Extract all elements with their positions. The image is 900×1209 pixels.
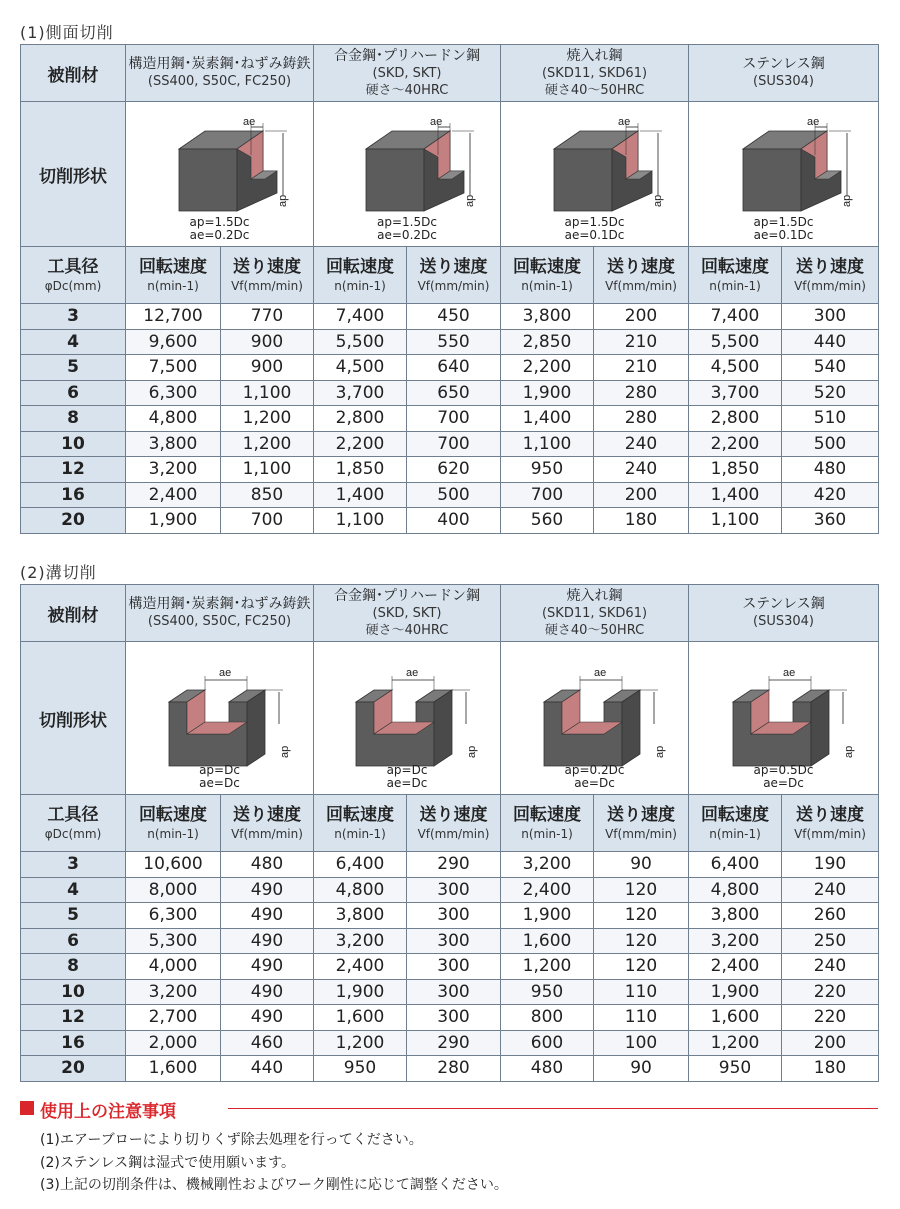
ap-label: ap xyxy=(276,194,289,207)
material-header-1: 合金鋼･プリハードン鋼 (SKD, SKT) 硬さ～40HRC xyxy=(314,585,501,642)
feed-header: 送り速度 Vf(mm/min) xyxy=(782,247,879,304)
spindle-speed-cell: 1,900 xyxy=(314,979,407,1005)
feed-rate-cell: 200 xyxy=(594,482,689,508)
spindle-speed-cell: 480 xyxy=(501,1056,594,1082)
spindle-speed-cell: 950 xyxy=(501,457,594,483)
feed-rate-cell: 620 xyxy=(407,457,501,483)
feed-rate-cell: 240 xyxy=(594,457,689,483)
feed-rate-cell: 120 xyxy=(594,954,689,980)
spindle-speed-cell: 1,600 xyxy=(501,928,594,954)
ap-label: ap xyxy=(651,194,664,207)
ap-label: ap xyxy=(464,194,476,207)
feed-rate-cell: 300 xyxy=(782,304,879,330)
feed-rate-cell: 240 xyxy=(594,431,689,457)
feed-rate-cell: 240 xyxy=(782,877,879,903)
feed-rate-cell: 900 xyxy=(221,355,314,381)
ap-label: ap xyxy=(653,745,666,758)
feed-rate-cell: 490 xyxy=(221,928,314,954)
feed-rate-cell: 280 xyxy=(594,380,689,406)
feed-rate-cell: 120 xyxy=(594,877,689,903)
material-header-0: 構造用鋼･炭素鋼･ねずみ鋳鉄 (SS400, S50C, FC250) xyxy=(126,585,314,642)
table-row xyxy=(21,406,879,432)
material-header-3: ステンレス鋼 (SUS304) xyxy=(689,45,879,102)
feed-rate-cell: 850 xyxy=(221,482,314,508)
ae-label: ae xyxy=(218,667,231,679)
block-front-face xyxy=(179,149,237,211)
feed-rate-cell: 290 xyxy=(407,852,501,878)
feed-rate-cell: 90 xyxy=(594,852,689,878)
spindle-speed-cell: 2,200 xyxy=(314,431,407,457)
spindle-speed-cell: 4,000 xyxy=(126,954,221,980)
feed-header: 送り速度 Vf(mm/min) xyxy=(221,795,314,852)
tool-diameter-cell: 10 xyxy=(21,979,126,1005)
ap-label: ap xyxy=(466,745,478,758)
feed-rate-cell: 210 xyxy=(594,329,689,355)
ap-label: ap xyxy=(842,745,855,758)
feed-rate-cell: 400 xyxy=(407,508,501,534)
table-row xyxy=(21,852,879,878)
feed-rate-cell: 220 xyxy=(782,979,879,1005)
spindle-speed-cell: 1,850 xyxy=(314,457,407,483)
tool-diameter-cell: 4 xyxy=(21,877,126,903)
feed-rate-cell: 1,200 xyxy=(221,431,314,457)
ae-label: ae xyxy=(430,119,443,128)
speed-header: 回転速度 n(min-1) xyxy=(689,795,782,852)
shape-label: 切削形状 xyxy=(21,642,126,795)
spindle-speed-cell: 9,600 xyxy=(126,329,221,355)
material-header-0: 構造用鋼･炭素鋼･ねずみ鋳鉄 (SS400, S50C, FC250) xyxy=(126,45,314,102)
dia-header: 工具径 φDc(mm) xyxy=(21,795,126,852)
spindle-speed-cell: 1,400 xyxy=(314,482,407,508)
feed-rate-cell: 650 xyxy=(407,380,501,406)
side-cut-diagram-2: ae ap ap=1.5Dc ae=0.1Dc xyxy=(501,102,689,247)
feed-rate-cell: 480 xyxy=(782,457,879,483)
side-cut-diagram-0: ae ap ap=1.5Dc ae=0.2Dc xyxy=(126,102,314,247)
feed-rate-cell: 200 xyxy=(782,1030,879,1056)
table-row xyxy=(21,1056,879,1082)
slot-cut-diagram-1: ae ap ap=Dc ae=Dc xyxy=(314,642,501,795)
feed-rate-cell: 220 xyxy=(782,1005,879,1031)
side-cut-diagram-1: ae ap ap=1.5Dc ae=0.2Dc xyxy=(314,102,501,247)
spindle-speed-cell: 3,800 xyxy=(501,304,594,330)
spindle-speed-cell: 3,800 xyxy=(126,431,221,457)
spindle-speed-cell: 3,200 xyxy=(501,852,594,878)
feed-rate-cell: 500 xyxy=(407,482,501,508)
feed-rate-cell: 360 xyxy=(782,508,879,534)
spindle-speed-cell: 5,500 xyxy=(689,329,782,355)
spindle-speed-cell: 2,850 xyxy=(501,329,594,355)
material-label: 被削材 xyxy=(21,585,126,642)
side-cut-diagram-3: ae ap ap=1.5Dc ae=0.1Dc xyxy=(689,102,879,247)
spindle-speed-cell: 8,000 xyxy=(126,877,221,903)
table-row xyxy=(21,380,879,406)
spindle-speed-cell: 2,400 xyxy=(126,482,221,508)
table-row xyxy=(21,329,879,355)
spindle-speed-cell: 1,900 xyxy=(501,903,594,929)
notes-heading xyxy=(20,1097,878,1122)
slot-cut-diagram-0: ae ap ap=Dc ae=Dc xyxy=(126,642,314,795)
spindle-speed-cell: 1,100 xyxy=(314,508,407,534)
feed-rate-cell: 260 xyxy=(782,903,879,929)
slot-cut-diagram-2: ae ap ap=0.2Dc ae=Dc xyxy=(501,642,689,795)
feed-rate-cell: 120 xyxy=(594,928,689,954)
slot-cutting-table xyxy=(20,584,879,1082)
material-label: 被削材 xyxy=(21,45,126,102)
feed-rate-cell: 180 xyxy=(594,508,689,534)
feed-rate-cell: 300 xyxy=(407,1005,501,1031)
table-row xyxy=(21,457,879,483)
speed-header: 回転速度 n(min-1) xyxy=(314,247,407,304)
spindle-speed-cell: 3,800 xyxy=(689,903,782,929)
speed-header: 回転速度 n(min-1) xyxy=(126,247,221,304)
tool-diameter-cell: 12 xyxy=(21,1005,126,1031)
feed-rate-cell: 440 xyxy=(782,329,879,355)
tool-diameter-cell: 4 xyxy=(21,329,126,355)
notes-divider xyxy=(228,1108,878,1109)
spindle-speed-cell: 2,800 xyxy=(314,406,407,432)
spindle-speed-cell: 7,400 xyxy=(314,304,407,330)
table-row xyxy=(21,903,879,929)
speed-header: 回転速度 n(min-1) xyxy=(689,247,782,304)
feed-rate-cell: 250 xyxy=(782,928,879,954)
notes-title: 使用上の注意事項 xyxy=(40,1102,176,1122)
block-side-face xyxy=(434,690,452,766)
spindle-speed-cell: 600 xyxy=(501,1030,594,1056)
tool-diameter-cell: 3 xyxy=(21,304,126,330)
ap-label: ap xyxy=(840,194,853,207)
slot-cut-diagram-3: ae ap ap=0.5Dc ae=Dc xyxy=(689,642,879,795)
table-row xyxy=(21,482,879,508)
spindle-speed-cell: 2,200 xyxy=(501,355,594,381)
slot-cutting-rows xyxy=(21,852,879,1082)
feed-header: 送り速度 Vf(mm/min) xyxy=(782,795,879,852)
feed-rate-cell: 1,100 xyxy=(221,380,314,406)
spindle-speed-cell: 3,700 xyxy=(689,380,782,406)
spindle-speed-cell: 2,400 xyxy=(314,954,407,980)
tool-diameter-cell: 20 xyxy=(21,508,126,534)
spindle-speed-cell: 1,850 xyxy=(689,457,782,483)
feed-rate-cell: 1,200 xyxy=(221,406,314,432)
spindle-speed-cell: 6,400 xyxy=(689,852,782,878)
block-front-face xyxy=(554,149,612,211)
spindle-speed-cell: 2,000 xyxy=(126,1030,221,1056)
feed-rate-cell: 100 xyxy=(594,1030,689,1056)
spindle-speed-cell: 5,500 xyxy=(314,329,407,355)
feed-rate-cell: 300 xyxy=(407,903,501,929)
spindle-speed-cell: 1,400 xyxy=(501,406,594,432)
material-header-3: ステンレス鋼 (SUS304) xyxy=(689,585,879,642)
feed-rate-cell: 420 xyxy=(782,482,879,508)
spindle-speed-cell: 4,800 xyxy=(689,877,782,903)
speed-header: 回転速度 n(min-1) xyxy=(126,795,221,852)
feed-header: 送り速度 Vf(mm/min) xyxy=(594,795,689,852)
table-row xyxy=(21,954,879,980)
tool-diameter-cell: 16 xyxy=(21,482,126,508)
feed-rate-cell: 190 xyxy=(782,852,879,878)
spindle-speed-cell: 3,200 xyxy=(126,979,221,1005)
feed-rate-cell: 770 xyxy=(221,304,314,330)
tool-diameter-cell: 8 xyxy=(21,954,126,980)
spindle-speed-cell: 800 xyxy=(501,1005,594,1031)
feed-rate-cell: 280 xyxy=(407,1056,501,1082)
speed-header: 回転速度 n(min-1) xyxy=(501,795,594,852)
feed-rate-cell: 460 xyxy=(221,1030,314,1056)
table-row xyxy=(21,979,879,1005)
feed-rate-cell: 180 xyxy=(782,1056,879,1082)
feed-rate-cell: 450 xyxy=(407,304,501,330)
feed-rate-cell: 90 xyxy=(594,1056,689,1082)
ae-label: ae xyxy=(782,667,795,679)
spindle-speed-cell: 10,600 xyxy=(126,852,221,878)
table-row xyxy=(21,355,879,381)
spindle-speed-cell: 6,300 xyxy=(126,903,221,929)
feed-rate-cell: 640 xyxy=(407,355,501,381)
feed-rate-cell: 480 xyxy=(221,852,314,878)
feed-header: 送り速度 Vf(mm/min) xyxy=(221,247,314,304)
table-row xyxy=(21,1030,879,1056)
feed-rate-cell: 300 xyxy=(407,877,501,903)
feed-rate-cell: 290 xyxy=(407,1030,501,1056)
table-row xyxy=(21,508,879,534)
side-cutting-table xyxy=(20,44,879,534)
spindle-speed-cell: 950 xyxy=(501,979,594,1005)
table-row xyxy=(21,304,879,330)
feed-rate-cell: 490 xyxy=(221,979,314,1005)
feed-rate-cell: 520 xyxy=(782,380,879,406)
feed-rate-cell: 110 xyxy=(594,1005,689,1031)
shape-label: 切削形状 xyxy=(21,102,126,247)
spindle-speed-cell: 6,300 xyxy=(126,380,221,406)
spindle-speed-cell: 1,600 xyxy=(314,1005,407,1031)
spindle-speed-cell: 950 xyxy=(314,1056,407,1082)
feed-rate-cell: 120 xyxy=(594,903,689,929)
feed-rate-cell: 700 xyxy=(407,406,501,432)
note-item: (1)エアーブローにより切りくず除去処理を行ってください。 xyxy=(40,1132,423,1148)
spindle-speed-cell: 1,100 xyxy=(689,508,782,534)
feed-rate-cell: 300 xyxy=(407,954,501,980)
spindle-speed-cell: 700 xyxy=(501,482,594,508)
speed-header: 回転速度 n(min-1) xyxy=(314,795,407,852)
notes-marker xyxy=(20,1101,34,1115)
block-front-face xyxy=(366,149,424,211)
feed-rate-cell: 240 xyxy=(782,954,879,980)
spindle-speed-cell: 7,500 xyxy=(126,355,221,381)
ae-label: ae xyxy=(242,119,255,128)
spindle-speed-cell: 1,200 xyxy=(314,1030,407,1056)
feed-rate-cell: 440 xyxy=(221,1056,314,1082)
tool-diameter-cell: 20 xyxy=(21,1056,126,1082)
feed-rate-cell: 540 xyxy=(782,355,879,381)
spindle-speed-cell: 1,400 xyxy=(689,482,782,508)
tool-diameter-cell: 10 xyxy=(21,431,126,457)
feed-rate-cell: 700 xyxy=(407,431,501,457)
ae-label: ae xyxy=(406,667,419,679)
feed-rate-cell: 490 xyxy=(221,954,314,980)
ae-label: ae xyxy=(806,119,819,128)
spindle-speed-cell: 3,200 xyxy=(126,457,221,483)
tool-diameter-cell: 6 xyxy=(21,928,126,954)
spindle-speed-cell: 2,400 xyxy=(689,954,782,980)
spindle-speed-cell: 7,400 xyxy=(689,304,782,330)
feed-rate-cell: 550 xyxy=(407,329,501,355)
spindle-speed-cell: 1,100 xyxy=(501,431,594,457)
feed-header: 送り速度 Vf(mm/min) xyxy=(594,247,689,304)
block-side-face xyxy=(247,690,265,766)
feed-rate-cell: 510 xyxy=(782,406,879,432)
spindle-speed-cell: 2,400 xyxy=(501,877,594,903)
feed-rate-cell: 300 xyxy=(407,979,501,1005)
feed-rate-cell: 210 xyxy=(594,355,689,381)
spindle-speed-cell: 1,600 xyxy=(689,1005,782,1031)
note-item: (2)ステンレス鋼は湿式で使用願います。 xyxy=(40,1155,295,1171)
tool-diameter-cell: 3 xyxy=(21,852,126,878)
feed-rate-cell: 490 xyxy=(221,1005,314,1031)
block-side-face xyxy=(811,690,829,766)
feed-rate-cell: 110 xyxy=(594,979,689,1005)
side-cutting-rows xyxy=(21,304,879,534)
tool-diameter-cell: 5 xyxy=(21,355,126,381)
spindle-speed-cell: 950 xyxy=(689,1056,782,1082)
block-side-face xyxy=(622,690,640,766)
tool-diameter-cell: 16 xyxy=(21,1030,126,1056)
block-front-face xyxy=(743,149,801,211)
spindle-speed-cell: 1,900 xyxy=(689,979,782,1005)
tool-diameter-cell: 5 xyxy=(21,903,126,929)
spindle-speed-cell: 1,200 xyxy=(689,1030,782,1056)
spindle-speed-cell: 1,200 xyxy=(501,954,594,980)
feed-rate-cell: 300 xyxy=(407,928,501,954)
note-item: (3)上記の切削条件は、機械剛性およびワーク剛性に応じて調整ください。 xyxy=(40,1177,508,1193)
ae-label: ae xyxy=(617,119,630,128)
spindle-speed-cell: 2,700 xyxy=(126,1005,221,1031)
table-row xyxy=(21,928,879,954)
spindle-speed-cell: 4,800 xyxy=(126,406,221,432)
spindle-speed-cell: 12,700 xyxy=(126,304,221,330)
ae-label: ae xyxy=(593,667,606,679)
spindle-speed-cell: 4,800 xyxy=(314,877,407,903)
spindle-speed-cell: 4,500 xyxy=(314,355,407,381)
spindle-speed-cell: 3,700 xyxy=(314,380,407,406)
feed-header: 送り速度 Vf(mm/min) xyxy=(407,795,501,852)
table-row xyxy=(21,431,879,457)
spindle-speed-cell: 1,900 xyxy=(126,508,221,534)
feed-header: 送り速度 Vf(mm/min) xyxy=(407,247,501,304)
section1-title: (1)側面切削 xyxy=(20,23,114,42)
tool-diameter-cell: 12 xyxy=(21,457,126,483)
material-header-2: 焼入れ鋼 (SKD11, SKD61) 硬さ40～50HRC xyxy=(501,585,689,642)
material-header-2: 焼入れ鋼 (SKD11, SKD61) 硬さ40～50HRC xyxy=(501,45,689,102)
spindle-speed-cell: 2,800 xyxy=(689,406,782,432)
speed-header: 回転速度 n(min-1) xyxy=(501,247,594,304)
spindle-speed-cell: 3,800 xyxy=(314,903,407,929)
spindle-speed-cell: 560 xyxy=(501,508,594,534)
spindle-speed-cell: 1,900 xyxy=(501,380,594,406)
feed-rate-cell: 1,100 xyxy=(221,457,314,483)
spindle-speed-cell: 4,500 xyxy=(689,355,782,381)
dia-header: 工具径 φDc(mm) xyxy=(21,247,126,304)
tool-diameter-cell: 6 xyxy=(21,380,126,406)
tool-diameter-cell: 8 xyxy=(21,406,126,432)
feed-rate-cell: 900 xyxy=(221,329,314,355)
feed-rate-cell: 490 xyxy=(221,877,314,903)
spindle-speed-cell: 3,200 xyxy=(314,928,407,954)
feed-rate-cell: 200 xyxy=(594,304,689,330)
feed-rate-cell: 700 xyxy=(221,508,314,534)
feed-rate-cell: 280 xyxy=(594,406,689,432)
table-row xyxy=(21,877,879,903)
feed-rate-cell: 500 xyxy=(782,431,879,457)
material-header-1: 合金鋼･プリハードン鋼 (SKD, SKT) 硬さ～40HRC xyxy=(314,45,501,102)
spindle-speed-cell: 5,300 xyxy=(126,928,221,954)
table-row xyxy=(21,1005,879,1031)
ap-label: ap xyxy=(278,745,291,758)
feed-rate-cell: 490 xyxy=(221,903,314,929)
spindle-speed-cell: 3,200 xyxy=(689,928,782,954)
section2-title: (2)溝切削 xyxy=(20,563,97,582)
spindle-speed-cell: 2,200 xyxy=(689,431,782,457)
spindle-speed-cell: 6,400 xyxy=(314,852,407,878)
spindle-speed-cell: 1,600 xyxy=(126,1056,221,1082)
